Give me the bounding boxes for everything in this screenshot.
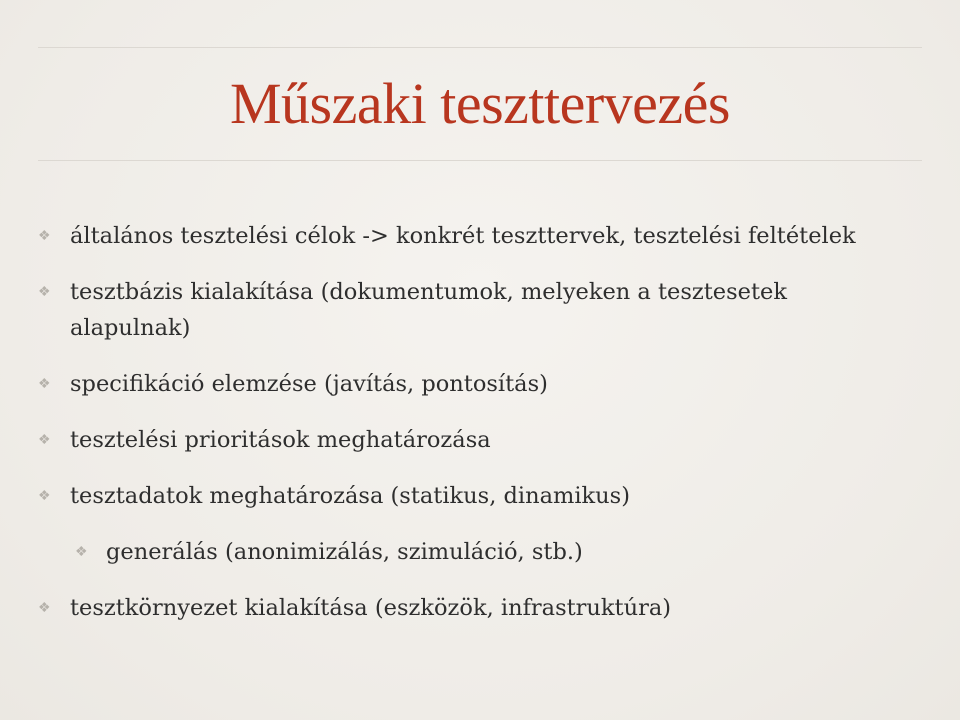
bullet-icon: ❖ bbox=[38, 284, 51, 300]
slide-title: Műszaki teszttervezés bbox=[229, 71, 730, 136]
bullet-icon: ❖ bbox=[38, 376, 51, 392]
bullet-item: tesztadatok meghatározása (statikus, dinamikus) bbox=[70, 483, 630, 509]
bullet-icon: ❖ bbox=[38, 432, 51, 448]
bullet-icon: ❖ bbox=[38, 600, 51, 616]
bullet-item: specifikáció elemzése (javítás, pontosítás) bbox=[70, 371, 548, 397]
bullet-item: tesztelési prioritások meghatározása bbox=[70, 427, 491, 453]
bullet-icon: ❖ bbox=[38, 488, 51, 504]
bullet-item: tesztbázis kialakítása (dokumentumok, melyeken a tesztesetek bbox=[70, 279, 787, 305]
bullet-item: tesztkörnyezet kialakítása (eszközök, infrastruktúra) bbox=[70, 595, 672, 621]
bullet-icon: ❖ bbox=[38, 228, 51, 244]
sub-bullet-item: generálás (anonimizálás, szimuláció, stb.) bbox=[106, 539, 583, 565]
bullet-item: általános tesztelési célok -> konkrét teszttervek, tesztelési feltételek bbox=[70, 223, 856, 249]
sub-bullet-icon: ❖ bbox=[75, 544, 88, 560]
bullet-item-continuation: alapulnak) bbox=[70, 315, 191, 341]
